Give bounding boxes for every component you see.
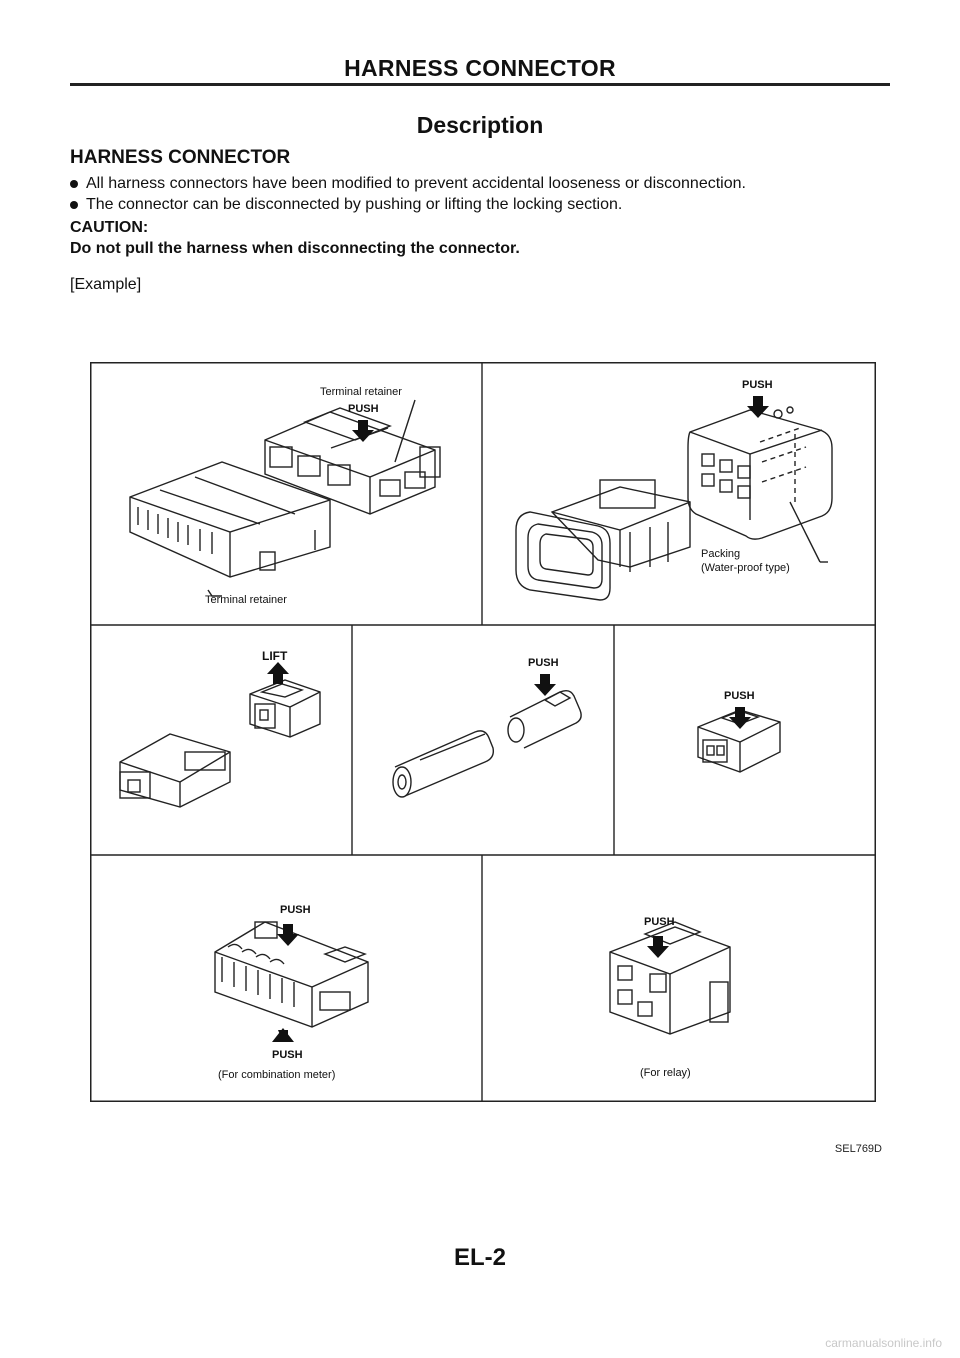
page-number: EL-2 xyxy=(453,1244,506,1271)
label-push: PUSH xyxy=(644,916,675,928)
bullet-item xyxy=(70,194,746,215)
bullet-text: All harness connectors have been modified to prevent accidental looseness or disconnection. xyxy=(86,175,746,192)
label-push: PUSH xyxy=(348,403,379,415)
label-push: PUSH xyxy=(280,904,311,916)
label-water-proof-type: (Water-proof type) xyxy=(701,562,790,574)
cylindrical-connector-drawing xyxy=(393,691,581,797)
caution-block xyxy=(70,217,520,259)
push-arrow-icon xyxy=(534,674,556,696)
running-header: HARNESS CONNECTOR xyxy=(344,55,616,81)
connector-figure xyxy=(90,362,876,1102)
bullet-item xyxy=(70,173,746,194)
label-packing: Packing xyxy=(701,548,741,560)
push-arrow-icon xyxy=(352,420,374,442)
bullet-icon xyxy=(70,180,78,188)
label-lift: LIFT xyxy=(262,649,288,663)
caption-relay: (For relay) xyxy=(640,1067,691,1079)
label-push: PUSH xyxy=(742,379,773,391)
page-title: Description xyxy=(416,112,544,138)
watermark: carmanualsonline.info xyxy=(825,1336,942,1350)
label-push: PUSH xyxy=(528,657,559,669)
lift-connector-drawing xyxy=(120,680,320,807)
example-label: [Example] xyxy=(70,276,142,293)
push-arrow-icon xyxy=(647,936,669,958)
label-terminal-retainer-top: Terminal retainer xyxy=(320,386,402,398)
caution-label: CAUTION: xyxy=(70,219,149,236)
push-arrow-icon xyxy=(729,707,751,729)
caution-text: Do not pull the harness when disconnecting the connector. xyxy=(70,240,520,257)
relay-connector-drawing xyxy=(610,922,730,1034)
bullet-list xyxy=(70,173,746,215)
push-arrow-icon xyxy=(272,1028,294,1042)
caption-combination-meter: (For combination meter) xyxy=(218,1069,336,1081)
bullet-icon xyxy=(70,201,78,209)
header-rule xyxy=(70,83,890,86)
figure-id: SEL769D xyxy=(834,1143,882,1155)
large-connector-drawing xyxy=(130,400,440,596)
label-push: PUSH xyxy=(724,690,755,702)
bullet-text: The connector can be disconnected by pushing or lifting the locking section. xyxy=(86,196,623,213)
section-heading: HARNESS CONNECTOR xyxy=(70,147,291,168)
label-push: PUSH xyxy=(272,1049,303,1061)
label-terminal-retainer-bottom: Terminal retainer xyxy=(205,594,287,606)
